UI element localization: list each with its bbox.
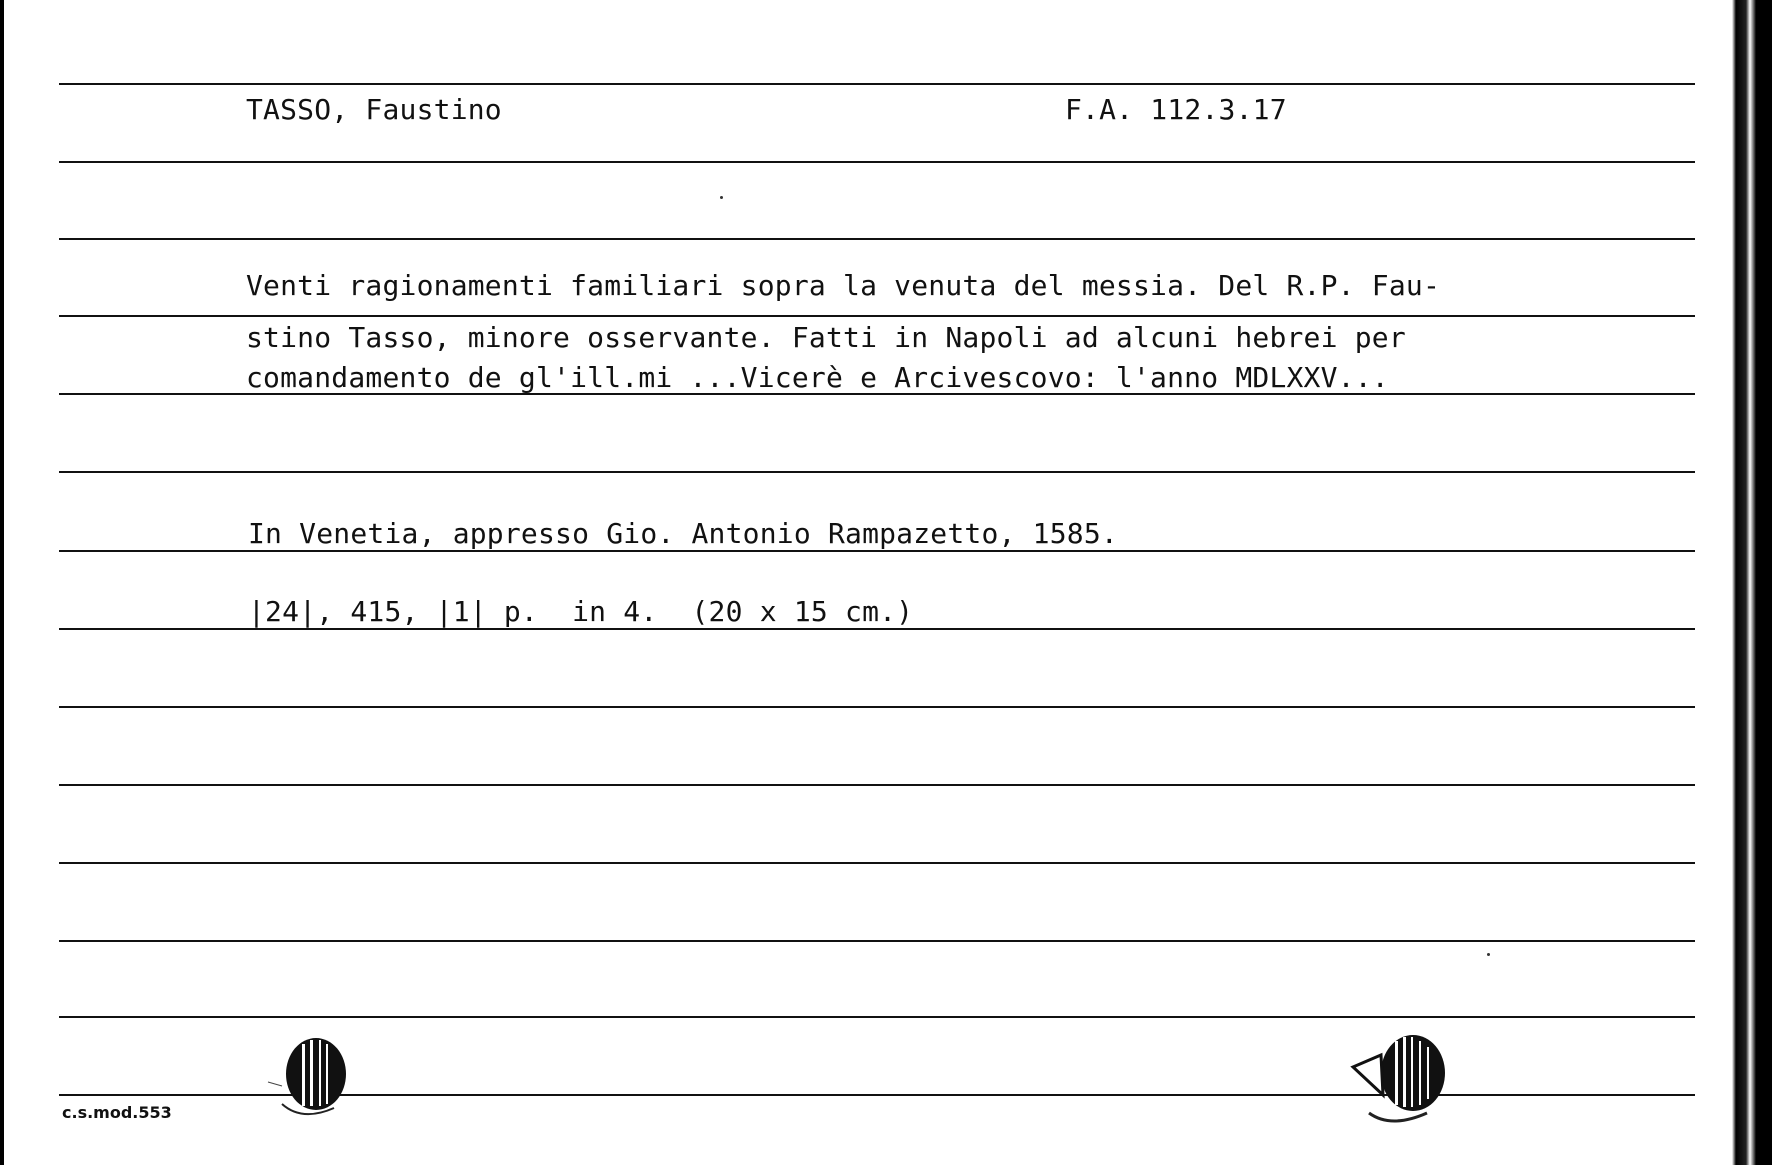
title-line-3: comandamento de gl'ill.mi ...Vicerè e Arcivescovo: l'anno MDLXXV... — [246, 361, 1389, 394]
card-left-edge — [0, 0, 4, 1165]
speck — [720, 196, 723, 199]
ruled-line — [59, 1016, 1695, 1018]
card-right-edge — [1726, 0, 1772, 1165]
ruled-line — [59, 238, 1695, 240]
punch-hole-left — [262, 1036, 362, 1126]
author-heading: TASSO, Faustino — [246, 93, 502, 126]
ruled-line — [59, 471, 1695, 473]
form-code: c.s.mod.553 — [62, 1103, 172, 1122]
ruled-line — [59, 161, 1695, 163]
ruled-line — [59, 706, 1695, 708]
ruled-line — [59, 628, 1695, 630]
collation-line: |24|, 415, |1| p. in 4. (20 x 15 cm.) — [248, 595, 914, 628]
ruled-line — [59, 315, 1695, 317]
title-line-1: Venti ragionamenti familiari sopra la venuta del messia. Del R.P. Fau- — [246, 269, 1441, 302]
ruled-line — [59, 862, 1695, 864]
ruled-line — [59, 550, 1695, 552]
ruled-line — [59, 784, 1695, 786]
title-line-2: stino Tasso, minore osservante. Fatti in Napoli ad alcuni hebrei per — [246, 321, 1406, 354]
ruled-line — [59, 940, 1695, 942]
punch-hole-right — [1345, 1033, 1455, 1133]
shelfmark: F.A. 112.3.17 — [1065, 93, 1287, 126]
imprint-line: In Venetia, appresso Gio. Antonio Rampazetto, 1585. — [248, 517, 1118, 550]
speck — [1487, 953, 1490, 956]
ruled-line — [59, 83, 1695, 85]
